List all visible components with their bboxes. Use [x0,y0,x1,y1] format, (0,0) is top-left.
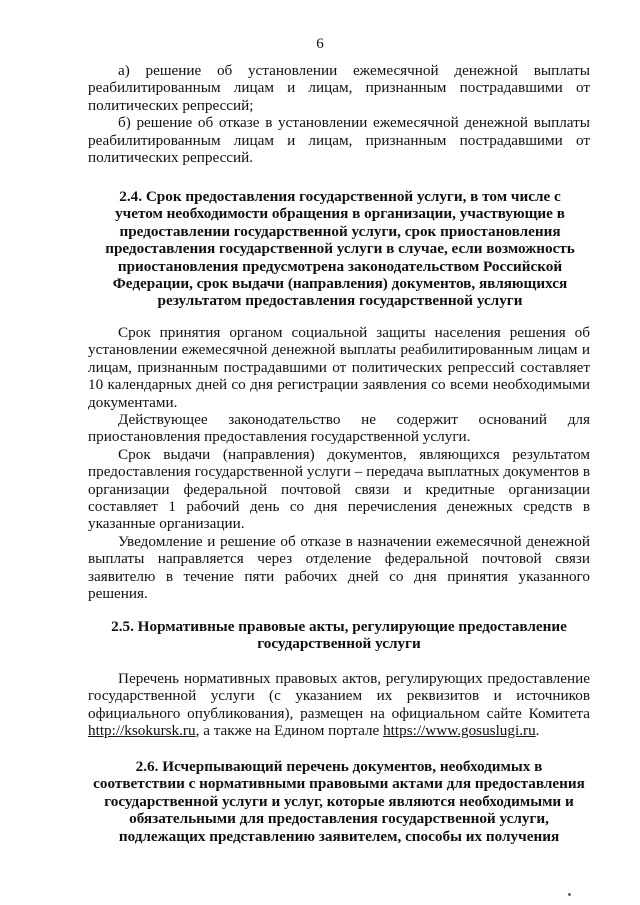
section-2-4-heading-block [104,188,576,310]
section-2-4-paragraph-4: Уведомление и решение об отказе в назначении ежемесячной денежной выплаты направляется через отделение федеральной почтовой связи заявителю в течение пяти рабочих дней со дня принятия указанного решения. [88,532,590,603]
section-2-5-heading-block [88,618,590,653]
section-2-4-paragraph-1: Срок принятия органом социальной защиты населения решения об установлении ежемесячной денежной выплаты реабилитированным лицам и лицам, признанным пострадавшими от политических репрессий составляет 10 календарных дней со дня регистрации заявления со всеми необходимыми документами. [88,324,590,411]
section-2-4-paragraph-2: Действующее законодательство не содержит оснований для приостановления предоставления государственной услуги. [88,411,590,446]
result-list [88,62,590,166]
gosuslugi-portal-link[interactable]: https://www.gosuslugi.ru [383,722,536,740]
scan-dot [568,893,571,896]
committee-site-link[interactable]: http://ksokursk.ru [88,722,196,740]
section-2-5-text-end: . [535,722,540,740]
section-2-5-text-middle: , а также на Едином портале [195,722,384,740]
list-item-a: а) решение об установлении ежемесячной денежной выплаты реабилитированным лицам и лицам, признанным пострадавшими от политических репрессий; [88,62,590,114]
list-item-b: б) решение об отказе в установлении ежемесячной денежной выплаты реабилитированным лицам и лицам, признанным пострадавшими от политических репрессий. [88,114,590,167]
section-2-6-heading-block [88,758,590,845]
section-2-5-body [88,670,590,740]
section-2-4-body [88,324,590,603]
section-2-5-paragraph-1 [88,670,590,740]
page-number: 6 [316,36,324,52]
section-2-5-text: Перечень нормативных правовых актов, регулирующих предоставление государственной услуги (с указанием их реквизитов и источников официального опубликования), размещен на официальном сайте Комитета [88,670,590,722]
section-2-4-paragraph-3: Срок выдачи (направления) документов, являющихся результатом предоставления государственной услуги – передача выплатных документов в организации федеральной почтовой связи и кредитные организации составляет 1 рабочий день со дня перечисления денежных средств в указанные организации. [88,445,590,533]
section-2-5-heading: 2.5. Нормативные правовые акты, регулирующие предоставление государственной услуги [111,618,567,653]
section-2-6-heading: 2.6. Исчерпывающий перечень документов, необходимых в соответствии с нормативными правовыми актами для предоставления государственной услуги и услуг, которые являются необходимыми и обязательными для предоставления государственной услуги, подлежащих представлению заявителем, способы их получения [93,758,585,845]
section-2-4-heading: 2.4. Срок предоставления государственной услуги, в том числе с учетом необходимости обращения в организации, участвующие в предоставлении государственной услуги, срок приостановления предоставления государственной услуги в случае, если возможность приостановления предусмотрена законодательством Российской Федерации, срок выдачи (направления) документов, являющихся результатом предоставления государственной услуги [105,188,575,310]
